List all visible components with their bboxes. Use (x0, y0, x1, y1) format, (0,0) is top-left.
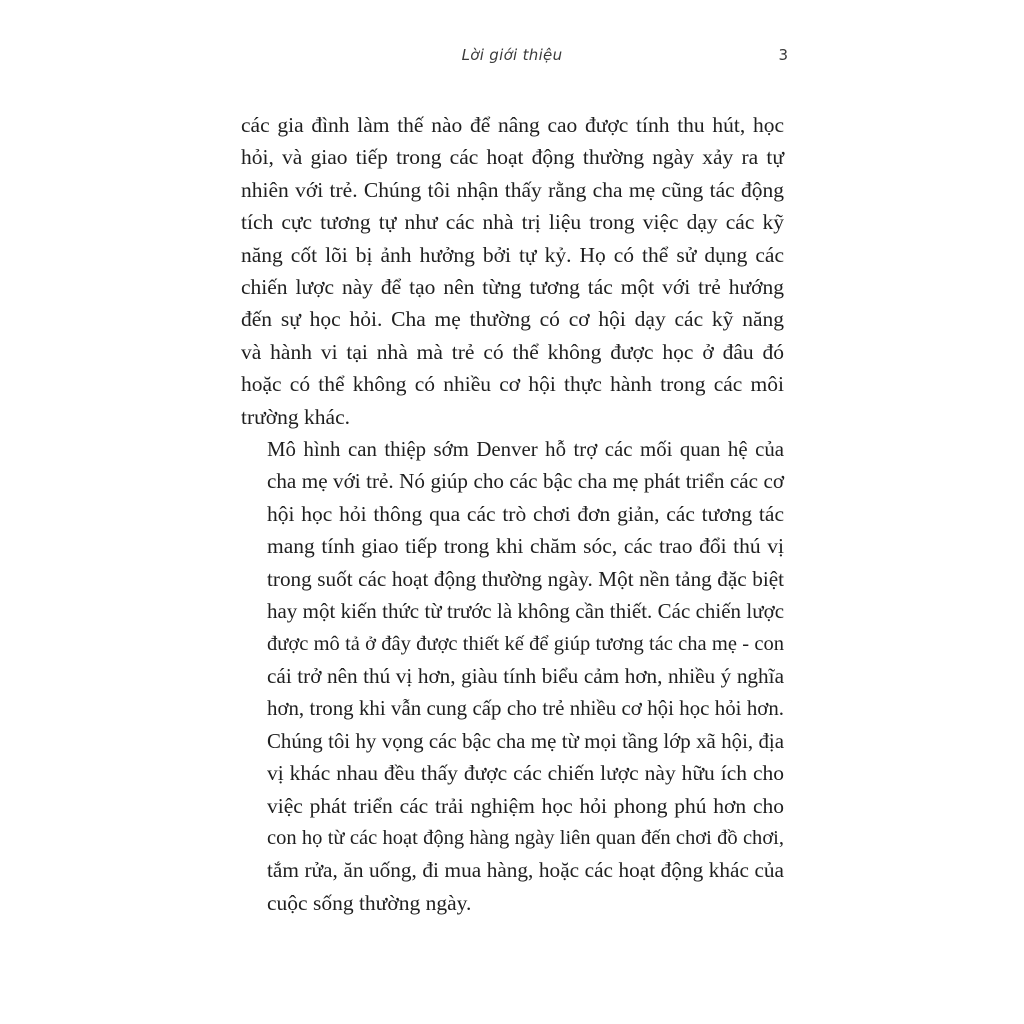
text-line: các gia đình làm thế nào để nâng cao được tính thu hút, học (241, 113, 784, 137)
text-line: mang tính giao tiếp trong khi chăm sóc, các trao đổi thú vị (267, 534, 784, 559)
text-line: hội học hỏi thông qua các trò chơi đơn giản, các tương tác (267, 501, 784, 526)
text-line: năng cốt lõi bị ảnh hưởng bởi tự kỷ. Họ có thể sử dụng các (241, 242, 784, 267)
text-line: Chúng tôi hy vọng các bậc cha mẹ từ mọi tầng lớp xã hội, địa (267, 728, 784, 753)
text-line: hay một kiến thức từ trước là không cần thiết. Các chiến lược (267, 599, 784, 624)
text-line: hơn, trong khi vẫn cung cấp cho trẻ nhiều cơ hội học hỏi hơn. (267, 696, 784, 721)
text-line: cha mẹ với trẻ. Nó giúp cho các bậc cha mẹ phát triển các cơ (267, 469, 784, 494)
running-title: Lời giới thiệu (461, 46, 563, 64)
text-line: việc phát triển các trải nghiệm học hỏi phong phú hơn cho (267, 793, 784, 818)
text-line: nhiên với trẻ. Chúng tôi nhận thấy rằng cha mẹ cũng tác động (241, 177, 784, 202)
paragraph-1 (241, 109, 784, 433)
text-line: chiến lược này để tạo nên từng tương tác một với trẻ hướng (241, 275, 784, 300)
text-line: Mô hình can thiệp sớm Denver hỗ trợ các mối quan hệ của (267, 437, 784, 462)
page-number: 3 (778, 46, 788, 64)
text-line: và hành vi tại nhà mà trẻ có thể không được học ở đâu đó (241, 339, 784, 364)
text-line: cuộc sống thường ngày. (267, 890, 472, 915)
text-line: tích cực tương tự như các nhà trị liệu trong việc dạy các kỹ (241, 210, 784, 235)
text-line: vị khác nhau đều thấy được các chiến lược này hữu ích cho (267, 761, 784, 786)
text-line: đến sự học hỏi. Cha mẹ thường có cơ hội dạy các kỹ năng (241, 307, 784, 332)
text-line: trong suốt các hoạt động thường ngày. Một nền tảng đặc biệt (267, 566, 784, 591)
text-line: được mô tả ở đây được thiết kế để giúp tương tác cha mẹ - con (267, 632, 784, 655)
text-line: cái trở nên thú vị hơn, giàu tính biểu cảm hơn, nhiều ý nghĩa (267, 663, 784, 688)
text-line: hoặc có thể không có nhiều cơ hội thực hành trong các môi (241, 372, 784, 397)
body-text (241, 109, 784, 919)
text-line: con họ từ các hoạt động hàng ngày liên quan đến chơi đồ chơi, (267, 826, 784, 849)
text-line: trường khác. (241, 404, 350, 429)
paragraph-2 (241, 433, 784, 919)
running-header (0, 46, 1024, 70)
text-line: hỏi, và giao tiếp trong các hoạt động thường ngày xảy ra tự (241, 145, 784, 170)
text-line: tắm rửa, ăn uống, đi mua hàng, hoặc các hoạt động khác của (267, 858, 784, 883)
